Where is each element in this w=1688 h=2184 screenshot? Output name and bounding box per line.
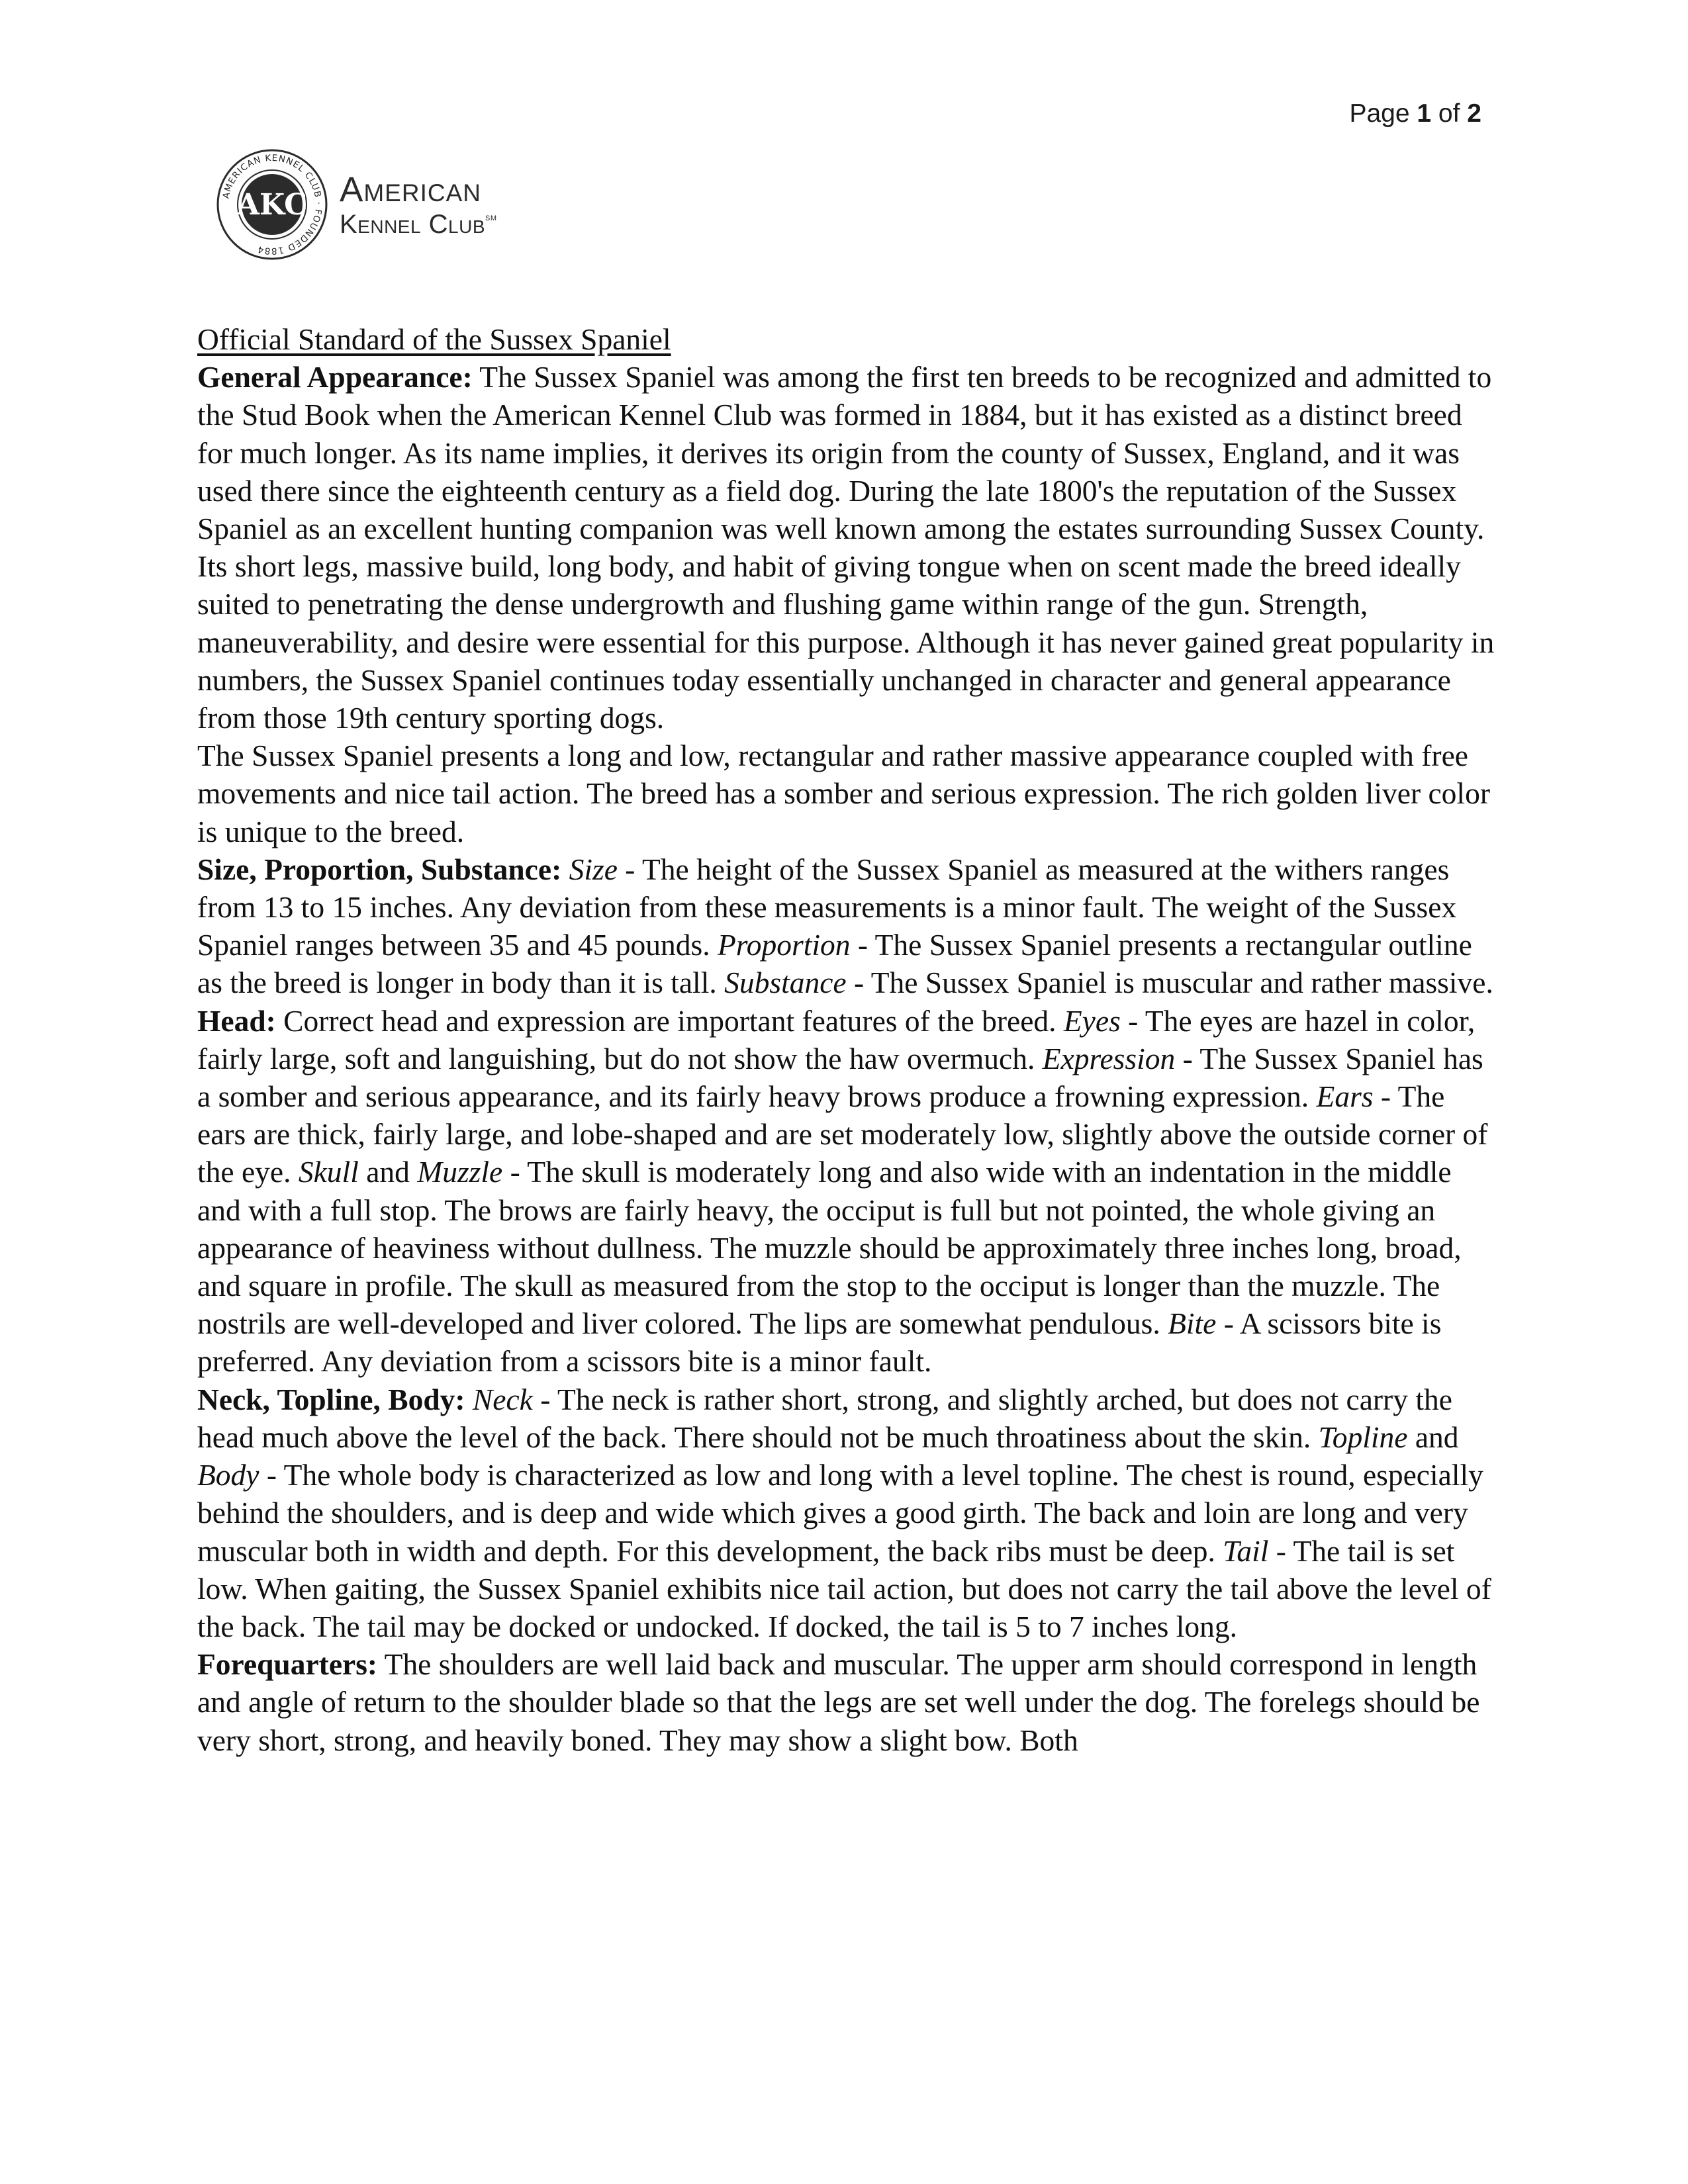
section-term: Proportion xyxy=(717,928,851,962)
logo-line-american: American xyxy=(340,170,481,209)
section-text: - The eyes are hazel in color, fairly large, soft and languishing, but do not show the haw overmuch. xyxy=(197,1003,1476,1075)
section-term: Bite xyxy=(1168,1306,1217,1341)
section-heading: Forequarters: xyxy=(197,1647,378,1682)
page-number-prefix: Page xyxy=(1349,99,1417,128)
section-text: The Sussex Spaniel presents a long and low, rectangular and rather massive appearance coupled with free movements and nice tail action. The breed has a somber and serious expression. The rich golden liver color is unique to the breed. xyxy=(197,739,1490,848)
page-number-current: 1 xyxy=(1417,99,1432,128)
section-text: Correct head and expression are important features of the breed. xyxy=(275,1003,1064,1038)
section-text: The Sussex Spaniel was among the first ten breeds to be recognized and admitted to the Stud Book when the American Kennel Club was formed in 1884, but it has existed as a distinct breed for much longer. As its name implies, it derives its origin from the county of Sussex, England, and it was used there since the eighteenth century as a field dog. During the late 1800's the reputation of the Sussex Spaniel as an excellent hunting companion was well known among the estates surrounding Sussex County. Its short legs, massive build, long body, and habit of giving tongue when on scent made the breed ideally suited to penetrating the dense undergrowth and flushing game within range of the gun. Strength, maneuverability, and desire were essential for this purpose. Although it has never gained great popularity in numbers, the Sussex Spaniel continues today essentially unchanged in character and general appearance from those 19th century sporting dogs. xyxy=(197,360,1495,735)
document-body xyxy=(197,320,1495,1759)
section-text xyxy=(465,1383,473,1416)
section-text: and xyxy=(358,1155,418,1189)
section-text: - The ears are thick, fairly large, and lobe-shaped and are set moderately low, slightly above the outside corner of the eye. xyxy=(197,1079,1488,1189)
section-text: - The skull is moderately long and also wide with an indentation in the middle and with a full stop. The brows are fairly heavy, the occiput is full but not pointed, the whole giving an appearance of heaviness without dullness. The muzzle should be approximately three inches long, broad, and square in profile. The skull as measured from the stop to the occiput is longer than the muzzle. The nostrils are well-developed and liver colored. The lips are somewhat pendulous. xyxy=(197,1155,1462,1341)
akc-seal-icon xyxy=(216,148,328,261)
section-text: - A scissors bite is preferred. Any deviation from a scissors bite is a minor fault. xyxy=(197,1306,1442,1379)
standard-section xyxy=(197,737,1495,850)
seal-monogram: AKC xyxy=(236,188,308,222)
section-text: - The height of the Sussex Spaniel as measured at the withers ranges from 13 to 15 inches. Any deviation from these measurements is a minor fault. The weight of the Sussex Spaniel ranges between 35 and 45 pounds. xyxy=(197,852,1457,962)
logo-wordmark xyxy=(340,172,497,238)
section-term: Muzzle xyxy=(417,1155,503,1189)
section-term: Expression xyxy=(1042,1041,1176,1075)
page-number-separator: of xyxy=(1431,99,1468,128)
standard-section xyxy=(197,1645,1495,1759)
standard-section xyxy=(197,1381,1495,1645)
section-term: Topline xyxy=(1318,1420,1408,1454)
page-number xyxy=(1349,99,1481,128)
section-heading: Head: xyxy=(197,1003,276,1038)
section-text: and xyxy=(1407,1420,1459,1454)
section-heading: Size, Proportion, Substance: xyxy=(197,852,562,886)
section-text: - The Sussex Spaniel has a somber and serious appearance, and its fairly heavy brows produce a frowning expression. xyxy=(197,1041,1483,1114)
logo-line-kennel-club xyxy=(340,211,497,238)
section-heading: Neck, Topline, Body: xyxy=(197,1382,465,1416)
section-term: Size xyxy=(569,852,618,886)
section-term: Tail xyxy=(1223,1533,1269,1568)
document-title: Official Standard of the Sussex Spaniel xyxy=(197,322,671,356)
akc-logo xyxy=(216,148,507,261)
seal-ring-text: AMERICAN KENNEL CLUB · FOUNDED 1884 xyxy=(220,152,324,257)
section-term: Ears xyxy=(1316,1079,1374,1114)
section-term: Neck xyxy=(472,1382,533,1416)
service-mark: SM xyxy=(485,214,497,222)
standard-section xyxy=(197,1002,1495,1381)
section-term: Eyes xyxy=(1063,1003,1121,1038)
document-sections xyxy=(197,358,1495,1759)
section-text xyxy=(561,852,569,886)
section-text: - The Sussex Spaniel presents a rectangular outline as the breed is longer in body than it is tall. xyxy=(197,928,1472,1000)
section-text: - The whole body is characterized as low and long with a level topline. The chest is round, especially behind the shoulders, and is deep and wide which gives a good girth. The back and loin are long and very muscular both in width and depth. For this development, the back ribs must be deep. xyxy=(197,1458,1483,1568)
page-number-total: 2 xyxy=(1467,99,1481,128)
logo-kennel-club-text: Kennel Club xyxy=(340,210,486,239)
section-text: - The tail is set low. When gaiting, the Sussex Spaniel exhibits nice tail action, but does not carry the tail above the level of the back. The tail may be docked or undocked. If docked, the tail is 5 to 7 inches long. xyxy=(197,1533,1491,1643)
section-text: The shoulders are well laid back and muscular. The upper arm should correspond in length and angle of return to the shoulder blade so that the legs are set well under the dog. The forelegs should be very short, strong, and heavily boned. They may show a slight bow. Both xyxy=(197,1647,1480,1757)
section-term: Body xyxy=(197,1458,259,1492)
section-term: Substance xyxy=(724,966,847,1000)
section-text: - The Sussex Spaniel is muscular and rather massive. xyxy=(846,966,1493,1000)
standard-section xyxy=(197,850,1495,1002)
section-text: - The neck is rather short, strong, and slightly arched, but does not carry the head much above the level of the back. There should not be much throatiness about the skin. xyxy=(197,1382,1452,1454)
section-term: Skull xyxy=(298,1155,359,1189)
standard-section xyxy=(197,358,1495,737)
section-heading: General Appearance: xyxy=(197,360,473,394)
